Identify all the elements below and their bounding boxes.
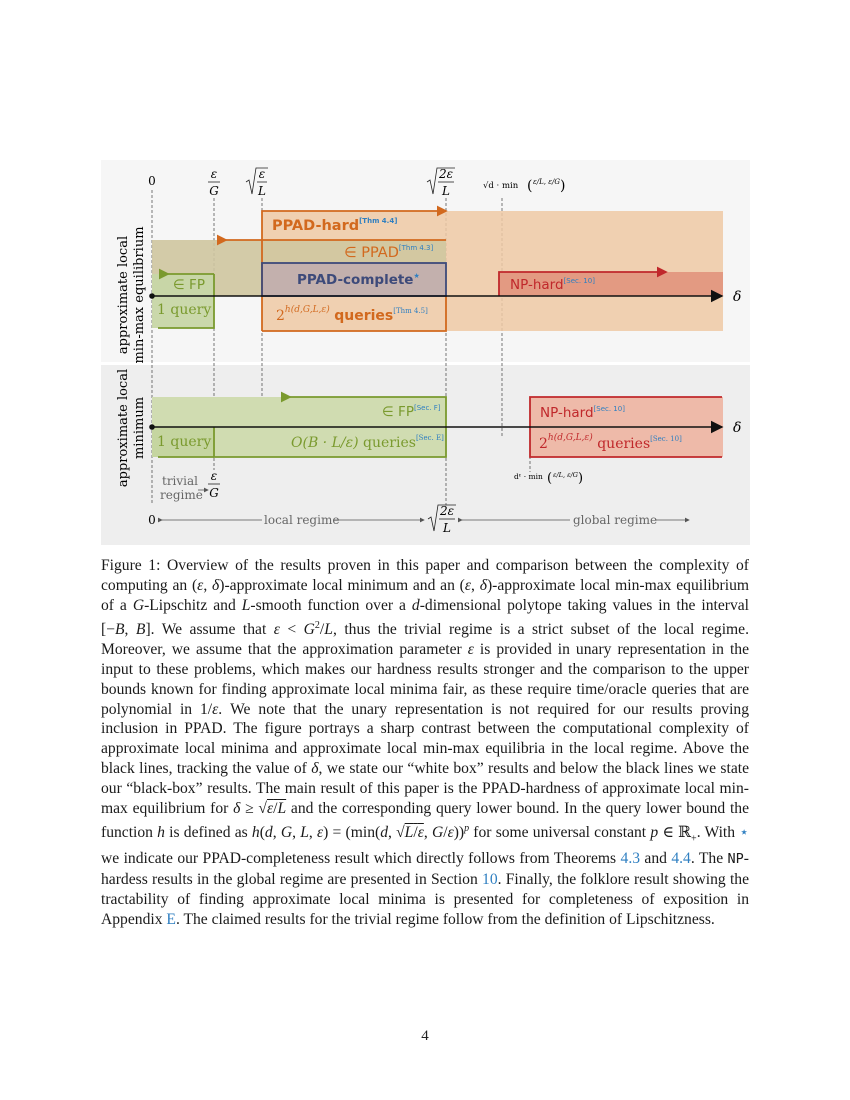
svg-text:L: L [443,521,451,535]
page-number: 4 [421,1028,429,1044]
svg-text:ε/L, ε/G: ε/L, ε/G [533,178,560,186]
ppad-complete-label: PPAD-complete★ [297,272,420,288]
svg-text:L: L [258,184,266,198]
svg-text:dᵋ · min: dᵋ · min [514,472,543,481]
one-query-bottom: 1 query [157,434,212,450]
svg-text:ε: ε [210,167,218,181]
svg-text:L: L [442,184,450,198]
queries-top-label: $2^{h(d,G,L,\varepsilon)}$ queries[Thm 4.5] [276,305,428,324]
svg-text:): ) [560,178,566,194]
svg-text:(: ( [547,471,553,486]
svg-text:√d · min: √d · min [483,181,519,191]
tick-zero-top: 0 [148,174,156,188]
svg-text:ε/L, ε/G: ε/L, ε/G [553,471,578,479]
bottom-delta-label: δ [733,420,742,436]
np-hard-bottom-label: NP-hard[Sec. 10] [540,405,625,421]
regime-label: regime [160,488,203,502]
trivial-label: trivial [162,474,199,488]
svg-text:): ) [578,471,584,486]
svg-text:2ε: 2ε [438,167,454,181]
svg-text:G: G [209,486,219,500]
ppad-hard-label: PPAD-hard[Thm 4.4] [272,217,398,234]
svg-text:G: G [209,184,219,198]
bottom-panel-ylabel-2: minimum [132,396,147,460]
figure-caption: Figure 1: Overview of the results proven in this paper and comparison between the complexity of computing an (ε, δ)-approximate local minimum and an (ε, δ)-approximate local min-max equilibrium of a G-Lipschitz and L-smooth function over a d-dimensional polytope taking values in the interval [−B, B]. We assume that $\varepsilon < G^2/L$, thus the trivial regime is a strict subset of the local regime. Moreover, we assume that the approximation parameter ε is provided in unary representation in the input to these problems, which makes our hardness results stronger and the comparison to the upper bounds known for finding approximate local minima fair, as these require time/oracle queries that are polynomial in 1/ε. We note that the unary representation is not required for our results proving inclusion in PPAD. The figure portrays a sharp contrast between the computational complexity of approximate local minima and approximate local min-max equilibria in the local regime. Above the black lines, tracking the value of δ, we state our “white box” results and below the black lines we state our “black-box” results. The main result of this paper is the PPAD-hardness of approximate local min-max equilibrium for δ ≥ √ε/L and the corresponding query lower bound. In the query lower bound the function h is defined as h(d, G, L, ε) = (min(d, √L/ε, G/ε))$^p$ for some universal constant p ∈ ℝ$_+$. With ⋆ we indicate our PPAD-completeness result which directly follows from Theorems 4.3 and 4.4. The NP-hardess results in the global regime are presented in Section 10. Finally, the folklore result showing the tractability of finding approximate local minima is presented for completeness of exposition in Appendix E. The claimed results for the trivial regime follow from the definition of Lipschitzness. [101,557,750,928]
svg-text:(: ( [527,178,533,194]
svg-text:2ε: 2ε [439,504,455,518]
svg-text:ε: ε [210,469,218,483]
queries-bottom-label: $2^{h(d,G,L,\varepsilon)}$ queries[Sec. 10] [539,433,682,452]
global-regime-label: global regime [573,513,658,527]
in-fp-top-label: ∈ FP [173,277,205,293]
top-delta-label: δ [733,289,742,305]
bottom-panel-ylabel-1: approximate local [116,368,131,488]
top-panel-ylabel-2: min-max equilibrium [132,226,147,364]
tick-zero-bottom: 0 [148,513,156,527]
o-queries-label: O(B · L/ε) queries[Sec. E] [291,434,444,451]
in-fp-bottom-label: ∈ FP[Sec. F] [382,404,441,420]
svg-text:ε: ε [258,167,266,181]
caption-label: Figure 1: [101,557,161,574]
top-panel-ylabel-1: approximate local [116,235,131,355]
in-ppad-label: ∈ PPAD[Thm 4.3] [344,244,434,261]
one-query-top: 1 query [157,302,212,318]
np-hard-top-label: NP-hard[Sec. 10] [510,277,595,293]
local-regime-label: local regime [264,513,340,527]
